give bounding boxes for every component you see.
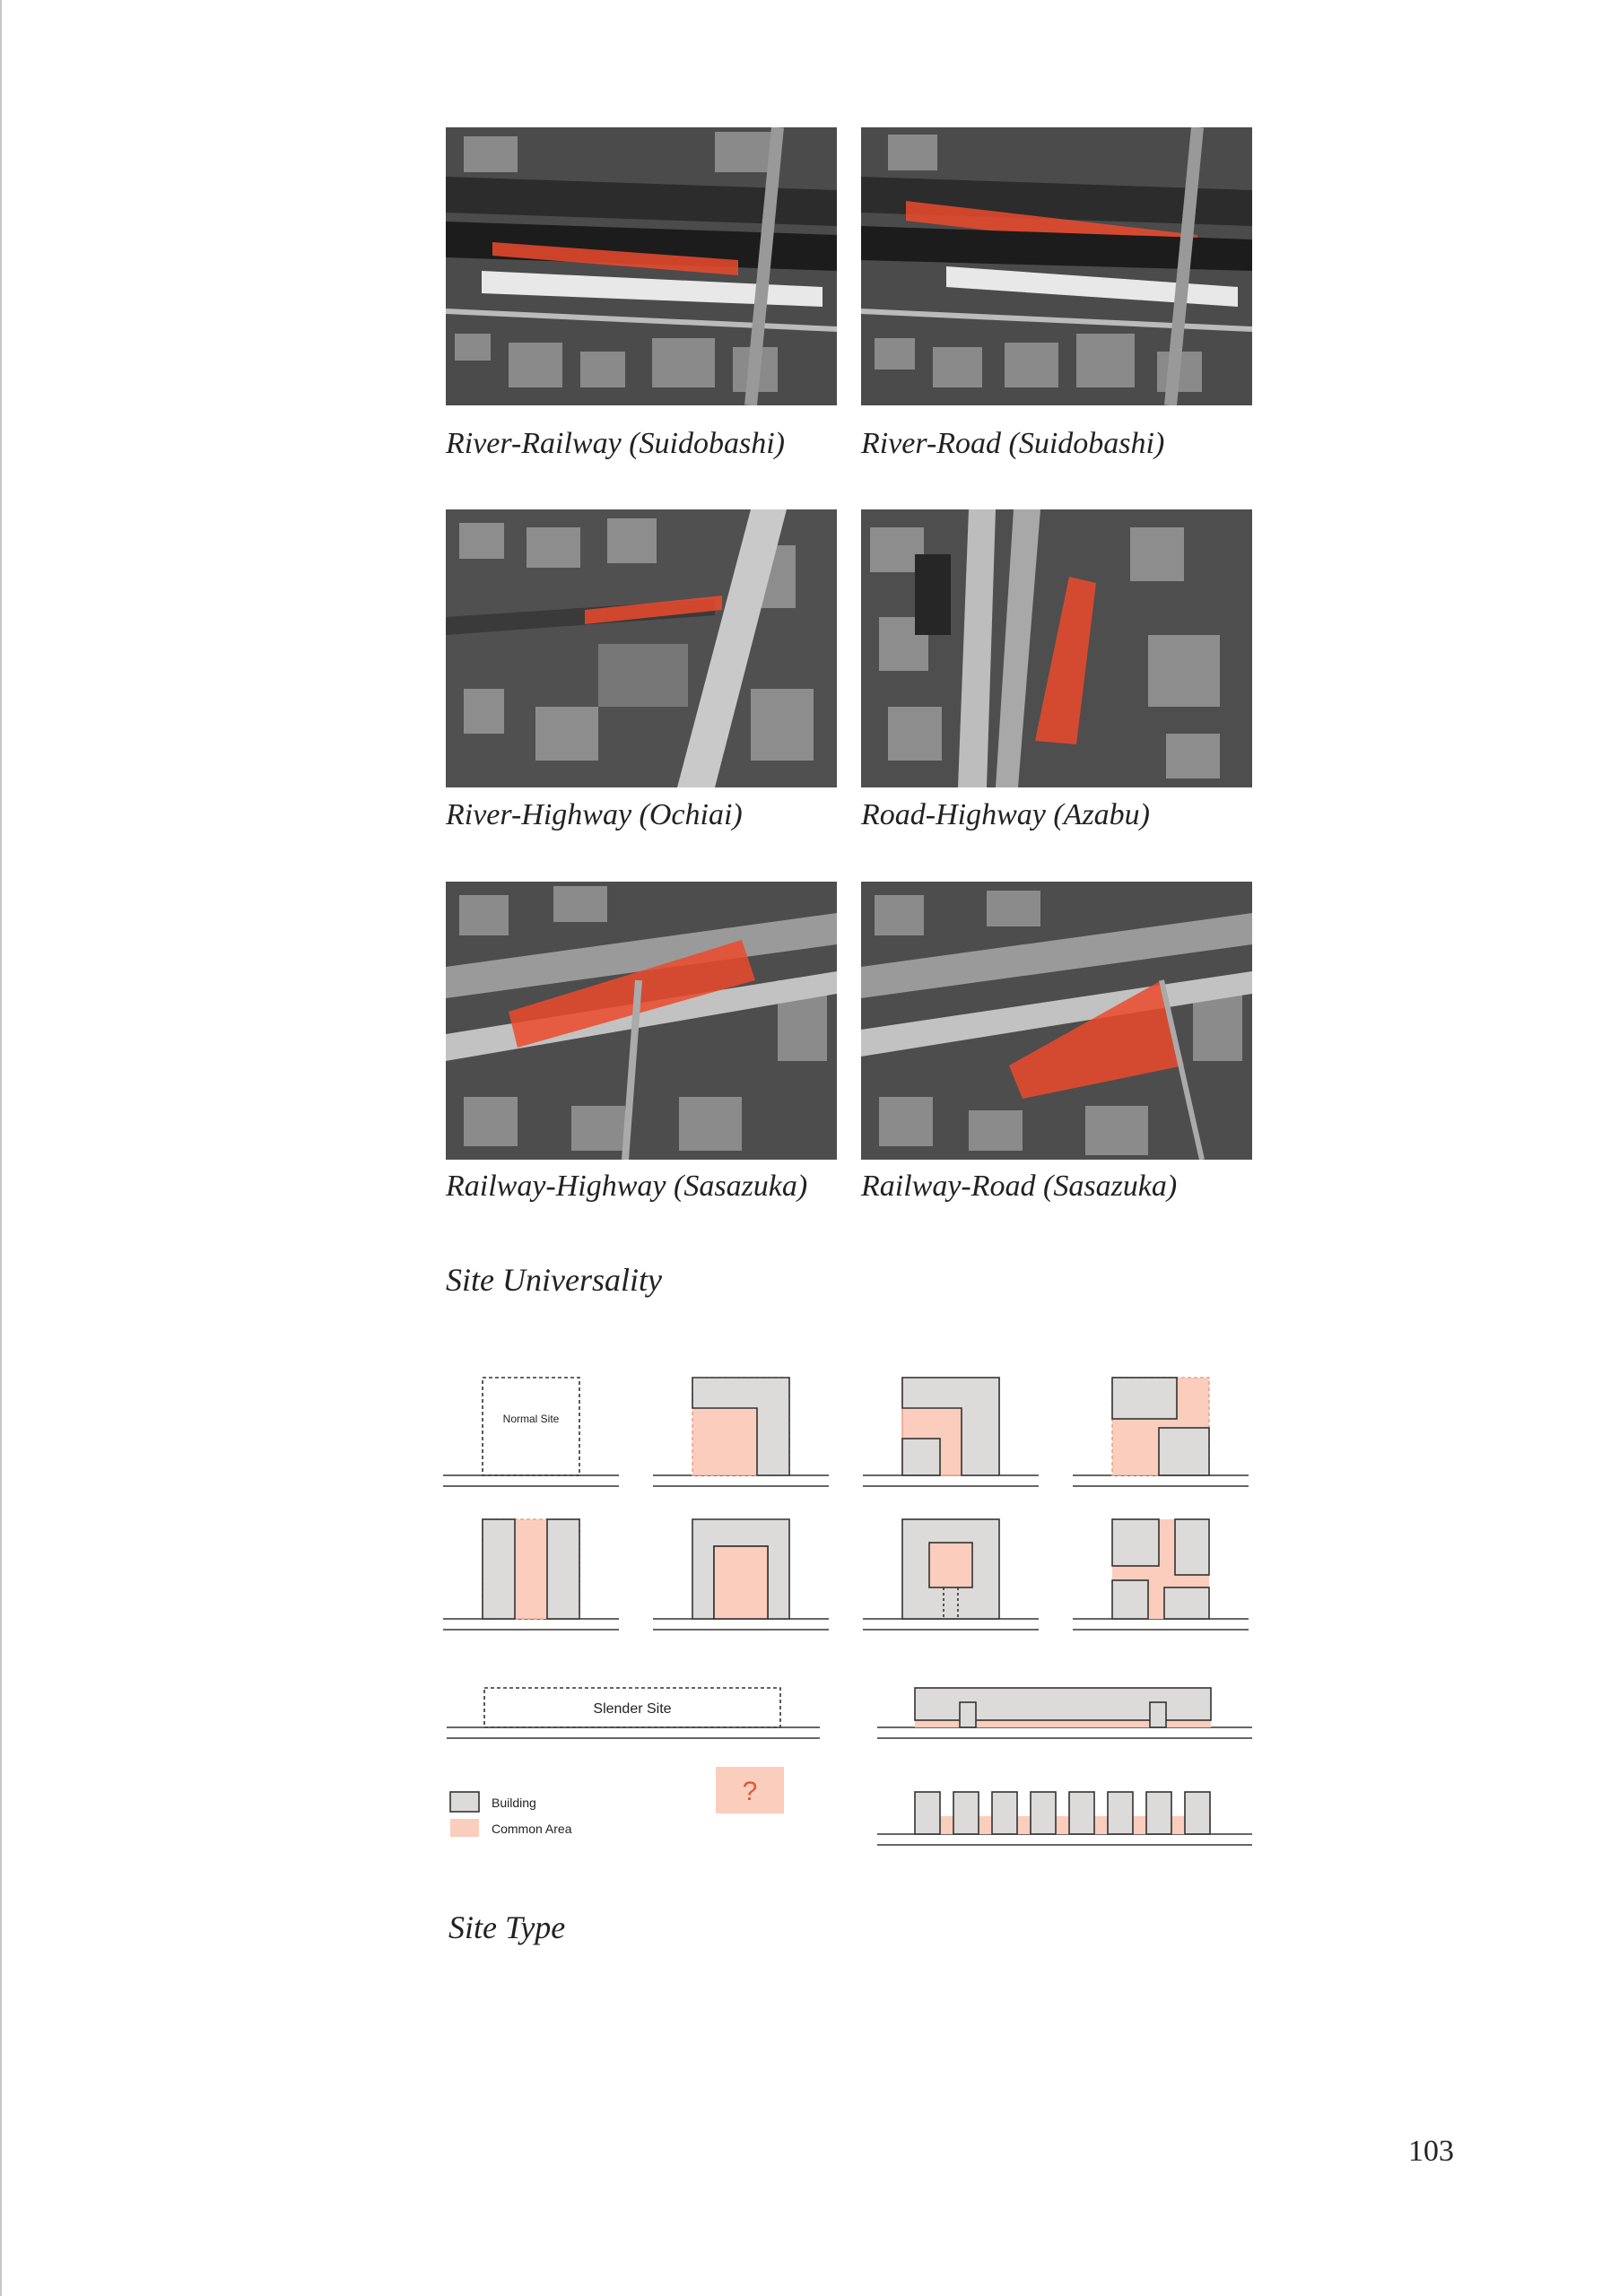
building-block xyxy=(1112,1580,1148,1619)
aerial-photo-river-railway xyxy=(446,127,837,405)
legend-common-label: Common Area xyxy=(492,1822,572,1836)
building-block xyxy=(1112,1378,1177,1419)
aerial-photo-road-highway xyxy=(861,509,1252,787)
aerial-photo-railway-road xyxy=(861,882,1252,1160)
heading-site-universality: Site Universality xyxy=(446,1262,662,1298)
building-block xyxy=(483,1519,515,1619)
caption-river-road: River-Road (Suidobashi) xyxy=(861,427,1165,460)
building-block xyxy=(902,1439,940,1475)
caption-river-railway: River-Railway (Suidobashi) xyxy=(446,427,785,460)
building-block xyxy=(547,1519,579,1619)
ground-line xyxy=(447,1727,820,1738)
site-type-diagram xyxy=(440,1363,1274,1866)
question-mark: ? xyxy=(742,1777,758,1806)
legend-common-swatch xyxy=(450,1819,479,1837)
page-edge-line xyxy=(0,0,2,2296)
normal-site-outline xyxy=(483,1378,579,1475)
building-block xyxy=(1164,1587,1209,1619)
slender-site-label: Slender Site xyxy=(593,1701,672,1717)
caption-railway-highway: Railway-Highway (Sasazuka) xyxy=(446,1170,808,1203)
caption-road-highway: Road-Highway (Azabu) xyxy=(861,798,1151,831)
normal-site-label: Normal Site xyxy=(502,1413,560,1425)
building-block xyxy=(1150,1702,1166,1727)
ground-line xyxy=(877,1727,1252,1738)
caption-railway-road: Railway-Road (Sasazuka) xyxy=(861,1170,1178,1203)
legend-building-label: Building xyxy=(492,1796,536,1810)
aerial-photo-river-road xyxy=(861,127,1252,405)
aerial-photo-river-highway xyxy=(446,509,837,787)
ground-line xyxy=(443,1475,1249,1486)
common-area xyxy=(714,1546,768,1619)
common-area xyxy=(929,1543,972,1587)
ground-line xyxy=(443,1619,1249,1630)
building-block xyxy=(1112,1519,1159,1566)
heading-site-type: Site Type xyxy=(448,1909,566,1945)
legend-building-swatch xyxy=(450,1792,479,1812)
ground-line xyxy=(877,1834,1252,1845)
aerial-photo-railway-highway xyxy=(446,882,837,1160)
caption-river-highway: River-Highway (Ochiai) xyxy=(446,798,743,831)
building-block xyxy=(1159,1428,1209,1475)
building-block xyxy=(960,1702,976,1727)
page-number: 103 xyxy=(1408,2135,1454,2168)
building-block xyxy=(1175,1519,1209,1575)
